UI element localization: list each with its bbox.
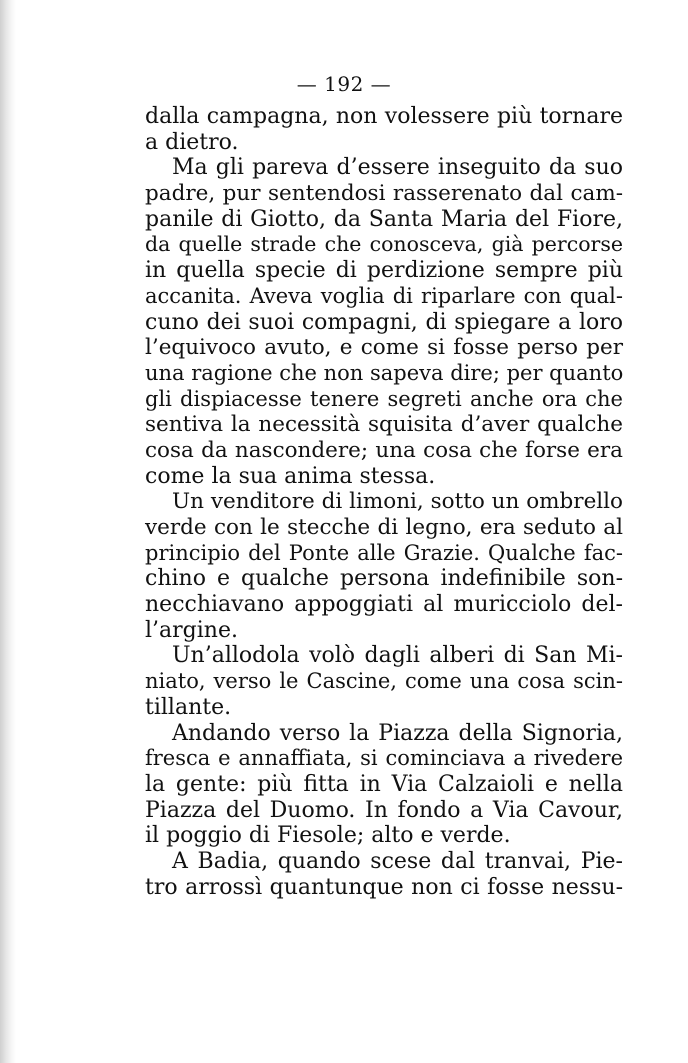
text-line: Ma gli pareva d’essere inseguito da suo: [172, 155, 623, 181]
text-line: fresca e annaffiata, si cominciava a rivedere: [145, 746, 623, 771]
text-line: in quella specie di perdizione sempre più: [145, 258, 623, 284]
text-line: padre, pur sentendosi rasserenato dal cam-: [145, 181, 623, 207]
text-line: necchiavano appoggiati al muricciolo del-: [145, 592, 623, 618]
text-line: l’argine.: [145, 617, 238, 643]
page-number: — 192 —: [296, 72, 392, 96]
text-line: Piazza del Duomo. In fondo a Via Cavour,: [145, 797, 623, 823]
text-line: gli dispiacesse tenere segreti anche ora che: [145, 386, 623, 411]
body-text: [145, 104, 623, 900]
text-line: una ragione che non sapeva dire; per quanto: [145, 360, 624, 385]
text-line: Un venditore di limoni, sotto un ombrello: [172, 489, 623, 515]
text-line: A Badia, quando scese dal tranvai, Pie-: [172, 848, 623, 874]
text-line: verde con le stecche di legno, era seduto al: [145, 515, 623, 540]
text-line: tillante.: [145, 694, 232, 720]
text-line: come la sua anima stessa.: [145, 463, 436, 489]
text-line: accanita. Aveva voglia di riparlare con qual-: [145, 283, 623, 308]
text-line: cuno dei suoi compagni, di spiegare a loro: [145, 309, 623, 335]
text-line: sentiva la necessità squisita d’aver qualche: [145, 412, 623, 438]
text-line: chino e qualche persona indefinibile son-: [145, 566, 623, 592]
text-line: a dietro.: [145, 129, 239, 155]
text-line: Andando verso la Piazza della Signoria,: [172, 720, 623, 746]
text-line: cosa da nascondere; una cosa che forse era: [145, 437, 623, 463]
text-line: dalla campagna, non volessere più tornare: [145, 104, 623, 129]
text-line: niato, verso le Cascine, come una cosa scin-: [145, 669, 623, 694]
text-line: il poggio di Fiesole; alto e verde.: [145, 823, 511, 849]
text-line: l’equivoco avuto, e come si fosse perso per: [145, 335, 623, 361]
text-line: da quelle strade che conosceva, già percorse: [145, 232, 623, 257]
text-line: panile di Giotto, da Santa Maria del Fiore,: [145, 206, 623, 232]
text-line: principio del Ponte alle Grazie. Qualche fac-: [145, 540, 623, 565]
text-line: la gente: più fitta in Via Calzaioli e nella: [145, 771, 623, 797]
text-line: tro arrossì quantunque non ci fosse nessu-: [145, 874, 623, 900]
text-line: Un’allodola volò dagli alberi di San Mi-: [172, 643, 623, 669]
page-gutter-shadow: [0, 0, 16, 1063]
